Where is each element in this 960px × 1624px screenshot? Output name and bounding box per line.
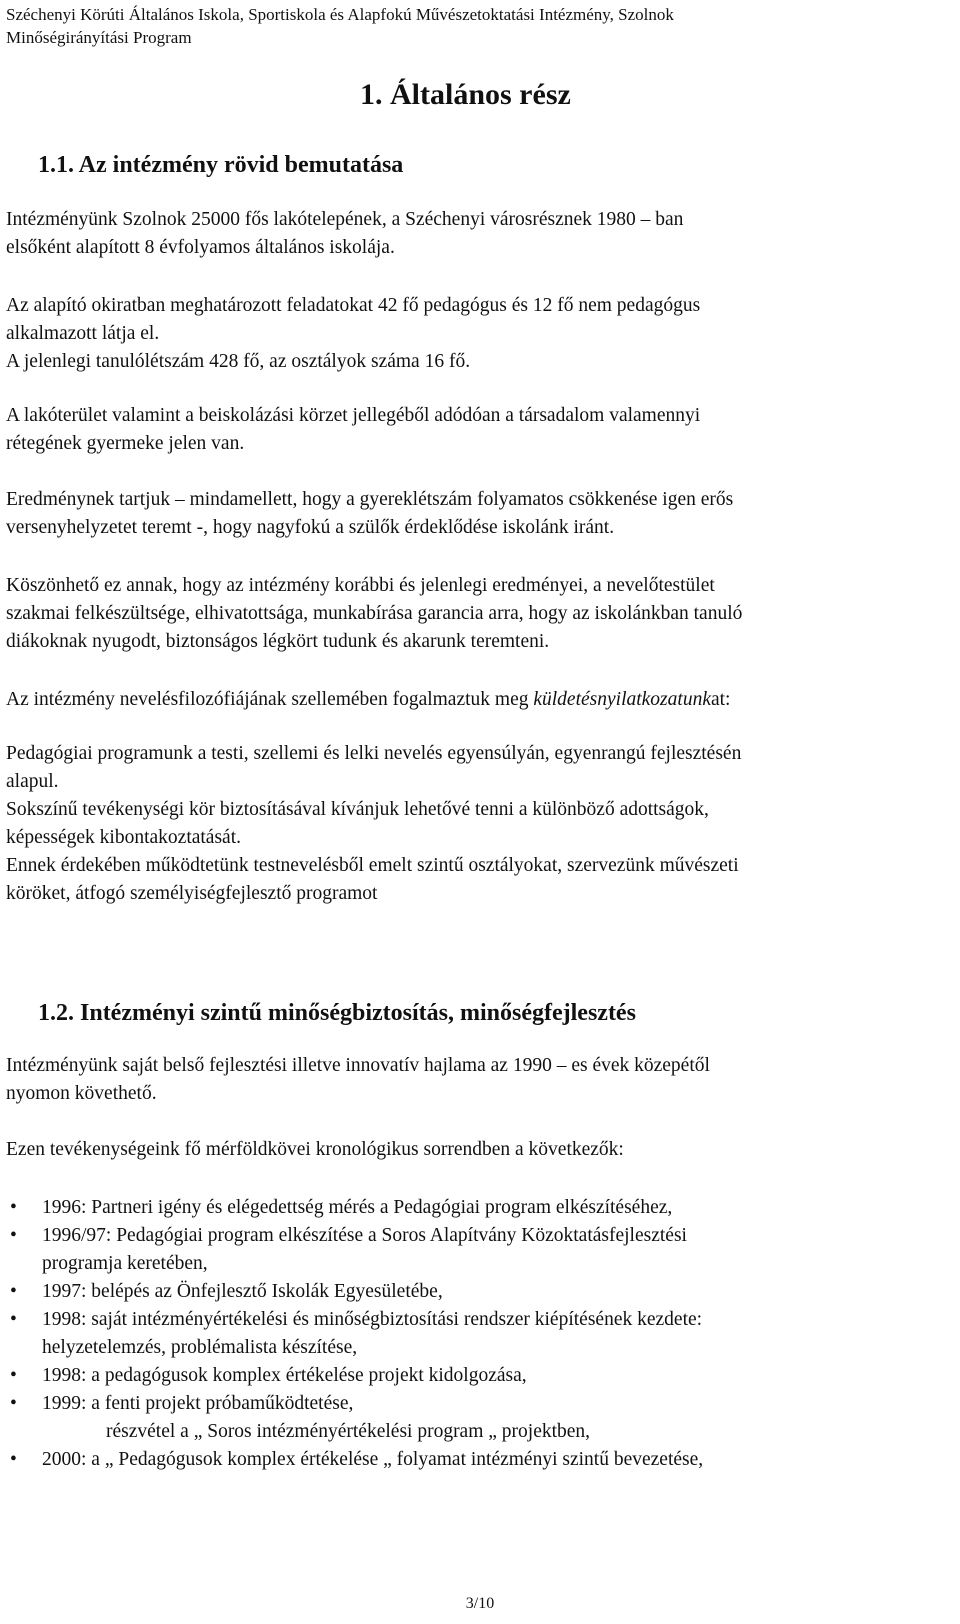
text-line: diákoknak nyugodt, biztonságos légkört tudunk és akarunk teremteni. [6, 631, 550, 652]
section-heading-1: 1. Általános rész [360, 78, 571, 111]
list-item [6, 1222, 954, 1278]
bullet-icon: • [10, 1225, 17, 1246]
running-header-institution: Széchenyi Körúti Általános Iskola, Sportiskola és Alapfokú Művészetoktatási Intézmény, Szolnok [6, 5, 674, 24]
text-line: nyomon követhető. [6, 1083, 157, 1104]
list-item [6, 1390, 954, 1446]
paragraph-mission [6, 740, 954, 908]
text-line [6, 686, 954, 714]
text-line: Sokszínű tevékenységi kör biztosításával kívánjuk lehetővé tenni a különböző adottságok, [6, 799, 709, 820]
mission-statement-term: küldetésnyilatkozatunk [533, 689, 711, 710]
list-item [6, 1446, 954, 1474]
text-line: 1998: a pedagógusok komplex értékelése projekt kidolgozása, [42, 1365, 527, 1386]
text-line: programja keretében, [42, 1253, 208, 1274]
bullet-icon: • [10, 1393, 17, 1414]
paragraph-intro [6, 206, 954, 262]
text-line: részvétel a „ Soros intézményértékelési program „ projektben, [106, 1421, 591, 1442]
text-line: 1999: a fenti projekt próbaműködtetése, [42, 1393, 354, 1414]
paragraph-catchment [6, 402, 954, 458]
text-line: 1998: saját intézményértékelési és minőségbiztosítási rendszer kiépítésének kezdete: [42, 1309, 703, 1330]
text-run: at: [710, 689, 731, 710]
page-number: 3/10 [465, 1595, 495, 1612]
paragraph-staff [6, 292, 954, 376]
subsection-heading-1-2: 1.2. Intézményi szintű minőségbiztosítás, minőségfejlesztés [38, 1000, 636, 1026]
bullet-icon: • [10, 1197, 17, 1218]
list-item [6, 1278, 954, 1306]
text-line: 1997: belépés az Önfejlesztő Iskolák Egyesületébe, [42, 1281, 443, 1302]
paragraph-thanks [6, 572, 954, 656]
text-line: elsőként alapított 8 évfolyamos általános iskolája. [6, 237, 395, 258]
text-line: szakmai felkészültsége, elhivatottsága, munkabírása garancia arra, hogy az iskolánkban tanuló [6, 603, 743, 624]
text-line: Az alapító okiratban meghatározott feladatokat 42 fő pedagógus és 12 fő nem pedagógus [6, 295, 701, 316]
text-line: Eredménynek tartjuk – mindamellett, hogy a gyereklétszám folyamatos csökkenése igen erős [6, 489, 734, 510]
text-line: A jelenlegi tanulólétszám 428 fő, az osztályok száma 16 fő. [6, 351, 471, 372]
text-line: Ennek érdekében működtetünk testnevelésből emelt szintű osztályokat, szervezünk művészeti [6, 855, 739, 876]
paragraph-milestones-intro [6, 1136, 954, 1164]
paragraph-innovation [6, 1052, 954, 1108]
bullet-icon: • [10, 1449, 17, 1470]
text-line: 1996/97: Pedagógiai program elkészítése a Soros Alapítvány Közoktatásfejlesztési [42, 1225, 687, 1246]
subsection-heading-1-1: 1.1. Az intézmény rövid bemutatása [38, 152, 404, 178]
milestones-list [6, 1194, 954, 1474]
text-line: alkalmazott látja el. [6, 323, 160, 344]
list-item [6, 1306, 954, 1362]
paragraph-results [6, 486, 954, 542]
text-line: Köszönhető ez annak, hogy az intézmény korábbi és jelenlegi eredményei, a nevelőtestület [6, 575, 715, 596]
list-item [6, 1194, 954, 1222]
paragraph-mission-intro [6, 686, 954, 714]
text-run: Az intézmény nevelésfilozófiájának szellemében fogalmaztuk meg [6, 689, 534, 710]
text-line: helyzetelemzés, problémalista készítése, [42, 1337, 358, 1358]
text-line: köröket, átfogó személyiségfejlesztő programot [6, 883, 378, 904]
list-item [6, 1362, 954, 1390]
text-line: Ezen tevékenységeink fő mérföldkövei kronológikus sorrendben a következők: [6, 1139, 624, 1160]
bullet-icon: • [10, 1309, 17, 1330]
text-line: Intézményünk Szolnok 25000 fős lakótelepének, a Széchenyi városrésznek 1980 – ban [6, 209, 684, 230]
running-header-program: Minőségirányítási Program [6, 28, 192, 47]
text-line: Intézményünk saját belső fejlesztési illetve innovatív hajlama az 1990 – es évek közepétől [6, 1055, 710, 1076]
text-line: Pedagógiai programunk a testi, szellemi és lelki nevelés egyensúlyán, egyenrangú fejlesztésén [6, 743, 742, 764]
bullet-icon: • [10, 1365, 17, 1386]
text-line: képességek kibontakoztatását. [6, 827, 241, 848]
text-line: 2000: a „ Pedagógusok komplex értékelése „ folyamat intézményi szintű bevezetése, [42, 1449, 704, 1470]
text-line: alapul. [6, 771, 59, 792]
text-line: rétegének gyermeke jelen van. [6, 433, 245, 454]
text-line: versenyhelyzetet teremt -, hogy nagyfokú a szülők érdeklődése iskolánk iránt. [6, 517, 615, 538]
text-line: 1996: Partneri igény és elégedettség mérés a Pedagógiai program elkészítéséhez, [42, 1197, 673, 1218]
text-line: A lakóterület valamint a beiskolázási körzet jellegéből adódóan a társadalom valamennyi [6, 405, 701, 426]
bullet-icon: • [10, 1281, 17, 1302]
